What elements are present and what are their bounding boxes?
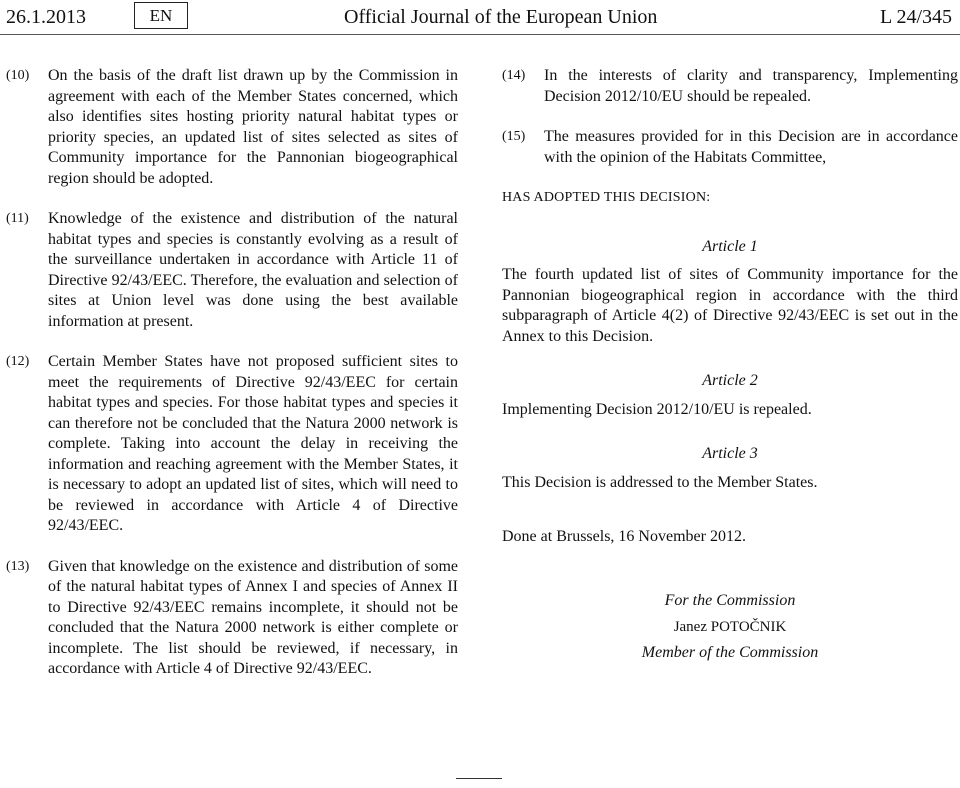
adoption-declaration: HAS ADOPTED THIS DECISION: (502, 190, 711, 205)
recital-12 (6, 352, 458, 537)
recital-11 (6, 209, 458, 332)
right-column (502, 66, 958, 666)
signatory-name: Janez POTOČNIK (673, 618, 787, 635)
left-column (6, 66, 458, 700)
done-at-line: Done at Brussels, 16 November 2012. (502, 528, 746, 545)
recital-number: (11) (6, 211, 29, 226)
recital-text: Certain Member States have not proposed sufficient sites to meet the requirements of Directive 92/43/EEC for certain habitat types and species. For those habitat types and species it can therefore not be concluded that the Natura 2000 network is complete. Taking into account the delay in receiving the information and reaching agreement with the Member States, it is necessary to adopt an updated list of sites, which will need to be reviewed in accordance with Article 4 of Directive 92/43/EEC. (48, 353, 458, 534)
article-1-text: The fourth updated list of sites of Community importance for the Pannonian biogeographical region in accordance with the third subparagraph of Article 4(2) of Directive 92/43/EEC is set out in the Annex to this Decision. (502, 266, 958, 345)
signatory-role: Member of the Commission (641, 643, 819, 661)
signature-block (502, 588, 958, 666)
page-reference: L 24/345 (879, 6, 952, 28)
article-1-heading: Article 1 (702, 237, 758, 255)
recital-text: Knowledge of the existence and distribution of the natural habitat types and species is constantly evolving as a result of the surveillance undertaken in accordance with Article 11 of Directive 92/43/EEC. Therefore, the evaluation and selection of sites at Union level was done using the best available information at present. (48, 210, 458, 330)
header-rule (0, 34, 960, 35)
recital-15 (502, 127, 958, 168)
article-2-text: Implementing Decision 2012/10/EU is repealed. (502, 400, 812, 418)
recital-number: (12) (6, 354, 30, 369)
recital-text: In the interests of clarity and transparency, Implementing Decision 2012/10/EU should be repealed. (544, 67, 958, 105)
recital-text: Given that knowledge on the existence and distribution of some of the natural habitat types of Annex I and species of Annex II to Directive 92/43/EEC remains incomplete, it should not be concluded that the Natura 2000 network is either complete or incomplete. The list should be reviewed, if necessary, in accordance with Article 4 of Directive 92/43/EEC. (48, 557, 458, 677)
recital-13 (6, 557, 458, 680)
recital-number: (13) (6, 558, 30, 574)
recital-14 (502, 66, 958, 107)
recital-number: (15) (502, 129, 526, 144)
recital-number: (10) (6, 68, 30, 83)
article-3-text: This Decision is addressed to the Member States. (502, 473, 818, 491)
article-2-heading: Article 2 (702, 372, 758, 389)
recital-10 (6, 66, 458, 189)
article-3-heading: Article 3 (702, 445, 758, 462)
language-badge: EN (134, 2, 188, 29)
journal-title: Official Journal of the European Union (344, 6, 658, 28)
signature-for: For the Commission (664, 591, 796, 609)
recital-text: On the basis of the draft list drawn up by the Commission in agreement with each of the Member States concerned, which also identifies sites hosting priority natural habitat types or priority species, an updated list of sites selected as sites of Community importance for the Pannonian biogeographical region should be adopted. (48, 67, 458, 187)
footer-rule (456, 778, 502, 779)
recital-number: (14) (502, 68, 526, 83)
page-header (0, 0, 960, 36)
issue-date: 26.1.2013 (6, 6, 86, 28)
recital-text: The measures provided for in this Decision are in accordance with the opinion of the Habitats Committee, (544, 128, 958, 166)
